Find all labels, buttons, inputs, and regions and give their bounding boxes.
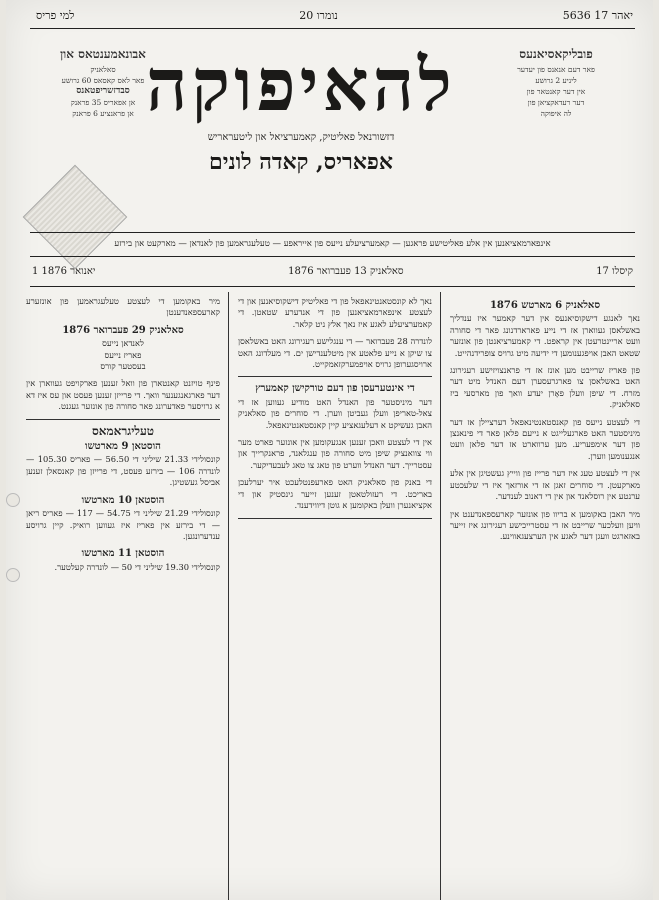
column-separator bbox=[228, 292, 229, 900]
top-strip bbox=[36, 6, 633, 24]
newspaper-subtitle: דזשורנאל פאליטיק, קאמערציאל און ליטעראריש bbox=[207, 132, 395, 143]
masthead-rule bbox=[30, 232, 635, 233]
subscription-head: אבונאמענטאס און bbox=[60, 47, 146, 61]
article-paragraph: אין די לעצטע טעג איז דער פרייז פון ווייץ געשטיגן אין אלע מארקעטן. די סוחרים זאגן אז די אורזאך איז די שלעכטע ערנטע אין רוסלאנד און אין די דאנוב לענדער. bbox=[450, 468, 640, 502]
subscription-line: אן פראנציע 6 פראנק bbox=[72, 109, 134, 118]
masthead bbox=[146, 40, 456, 175]
binding-hole bbox=[6, 493, 20, 507]
article-column-middle bbox=[238, 296, 432, 900]
article-heading: הוסטאן 11 מארטשו bbox=[81, 548, 165, 560]
article-paragraph: דער מיניסטער פון האנדל האט מודיע געווען אז די צאל-טאריפן וועלן געביטן ווערן. די סוחרים פון סאלאניק האבן געשיקט א דעלעגאציע קיין קאנסטאנטינאפאל. bbox=[238, 396, 432, 430]
article-heading: הוסטאן 9 מארטשו bbox=[85, 441, 161, 453]
article-paragraph: קונסולידי 21.29 שיליני די 54.75 — 117 — פאריס ריאן — די בירזע אין פאריז איז געווען רואיק. קיין גרויסע ענדערונגען. bbox=[26, 508, 220, 541]
decorative-stamp bbox=[23, 165, 128, 270]
subscription-line: סאלאניק bbox=[90, 65, 116, 74]
newspaper-city: אפאריס, קאדה לונים bbox=[209, 149, 393, 175]
publications-head: פובליקאסיאנעס bbox=[519, 47, 593, 61]
article-paragraph: קונסולידי 21.33 שיליני די 56.50 — פאריס 105.30 — לונדרה 106 — בירזע פעסט, די פרייזן פון קאנסאלן זענען אביסל געשטיגן. bbox=[26, 454, 220, 488]
article-paragraph: מיר האבן באקומען א בריוו פון אונזער קארעספאנדענט אין וויען וועלכער שרייבט אז די עסטרייכישע רעגירונג איז זייער באזארגט וועגן דער לאגע אין הערצעגאווינע. bbox=[450, 508, 640, 542]
article-paragraph: מיר באקומען די לעצטע טעלעגראמען פון אונזערע קארעספאנדענטן bbox=[26, 296, 220, 318]
subscription-line: סבדזשריפטאנס bbox=[76, 86, 130, 96]
article-paragraph: פון פאריז שרייבט מען אונז אז די פראנצויזישע רעגירונג האט באשלאסן צו פארגרעסערן דעם האנדל מיט דער מזרח. די שיפן וועלן פאָרן יעדע וואך פון מארסעי ביז סאלאניק. bbox=[450, 365, 640, 410]
newspaper-page bbox=[6, 0, 653, 900]
section-rule bbox=[238, 376, 432, 377]
article-paragraph: קונסולידי 19.30 שיליני די 50 — לונדרה קעלטער. bbox=[54, 561, 220, 572]
newspaper-title: להאיפוקה bbox=[146, 42, 456, 127]
list-line: לאנדאן נייעס bbox=[102, 338, 144, 349]
article-paragraph: אין די לעצטע וואכן זענען אנגעקומען אין אונזער פארט מער ווי צוואנציק שיפן מיט סחורה פון ענגלאנד, פראנקרייך און עסטרייך. דער האנדל ווערט פון טאג צו טאג לעבעדיקער. bbox=[238, 437, 432, 470]
article-paragraph: נאך לאנגע דישקוסיאנעס אין דער קאמער איז ענדליך באשלאסן געווארן אז די נייע פארארדנונג פאר די סחורה וועט אריינטרעטן אין קראפט. די קאמערציאנטן פון אונזער שטאט האבן אויפגענומען די ידיעה מיט גרויס צופרידנהייט. bbox=[450, 313, 640, 358]
article-paragraph: נאך לא קונסטאנטינאפאל פון די פאליטיק דישקוסיאנען און די לעצטע אינפארמאציאנען פון די אנדערע שטאטן. די קאמערציעלע לאגע איז נאך אלץ ניט קלאר. bbox=[238, 296, 432, 329]
article-column-left bbox=[26, 296, 220, 900]
ticker-rule bbox=[30, 256, 635, 257]
article-heading: הוסטאן 10 מארטשו bbox=[81, 494, 165, 506]
top-rule bbox=[30, 28, 635, 29]
article-paragraph: די לעצטע נייעס פון קאנסטאנטינאפאל דערציילן אז דער מיניסטער האט פארגעלייגט א נייעם פלאן פאר די פינאנצן פון דער אימפעריע. מען ערווארט אז דער פלאן וועט אנגענומען ווערן. bbox=[450, 416, 640, 461]
publications-line: דער רעדאקציאן פון bbox=[527, 98, 585, 107]
article-heading: סאלאניק 29 פעברואר 1876 bbox=[62, 324, 184, 336]
dateline-right: 17 קיסלו bbox=[596, 265, 633, 277]
article-paragraph: לונדרה 28 פעברואר — די ענגלישע רעגירונג האט באשלאסן צו שיקן א נייע פלאטע אין מיטלענדישן ים. די מעלדונג האט ארויסגערופן גרויס אויפמערקזאמקייט. bbox=[238, 336, 432, 370]
article-heading: די אינטערעסן פון דעם טורקישן קאמערץ bbox=[255, 383, 415, 395]
dateline-left: 1 יאנואר 1876 bbox=[32, 265, 96, 277]
dateline bbox=[32, 262, 633, 280]
dateline-rule bbox=[30, 286, 635, 287]
article-heading: סאלאניק 6 מארטש 1876 bbox=[489, 300, 601, 311]
list-line: בעסטער קורס bbox=[100, 361, 146, 372]
article-column-right bbox=[450, 296, 640, 900]
publications-line: פאר דעם אנאנס פון יעדער bbox=[517, 65, 595, 74]
section-rule bbox=[26, 419, 220, 420]
top-right-date: 5636 יאהר 17 bbox=[562, 8, 633, 22]
top-left-text: למי פריס bbox=[36, 8, 75, 22]
contents-ticker: אינפארמאציאנען אין אלע פאליטישע פראגען — קאמערציעלע נייעס פון אייראפע — טעלעגראמען פון לאנדאן — מארקעט און בירזע bbox=[114, 239, 551, 249]
publications-line: אין דער קאנטאר פון bbox=[526, 87, 586, 96]
dateline-center: סאלאניק 13 פעברואר 1876 bbox=[288, 265, 404, 277]
telegrams-heading: טעליגראמאס bbox=[91, 423, 154, 438]
binding-hole bbox=[6, 568, 20, 582]
issue-number: נומרו 20 bbox=[299, 8, 338, 22]
column-separator bbox=[440, 292, 441, 900]
section-rule bbox=[238, 518, 432, 519]
publications-line: ליניע 2 גרושע bbox=[535, 76, 577, 85]
article-paragraph: פינף טויזנט קאנטארן פון וואל זענען פארקויפט געווארן אין דער פארגאנגענער וואך. די פרייזן זענען פעסט און עס איז דא א גרויסער פאדערונג פאר סחורה פון אונזער געגנט. bbox=[26, 378, 220, 412]
publications-line: לה איפוקה bbox=[540, 109, 572, 118]
list-line: פאריז נייעס bbox=[104, 349, 142, 360]
article-paragraph: די באנק פון סאלאניק האט פארעפנטלעכט איר יערלעכן באריכט. די רעזולטאטן זענען זייער גינסטיק און די אקציאנערן וועלן באקומען א גוטן דיווידענד. bbox=[238, 477, 432, 511]
publications-box bbox=[481, 46, 631, 119]
subscription-line: אן אפאריס 35 פראנק bbox=[70, 98, 136, 107]
subscription-line: פאר לאס קאסאס 60 גרושע bbox=[61, 76, 145, 85]
